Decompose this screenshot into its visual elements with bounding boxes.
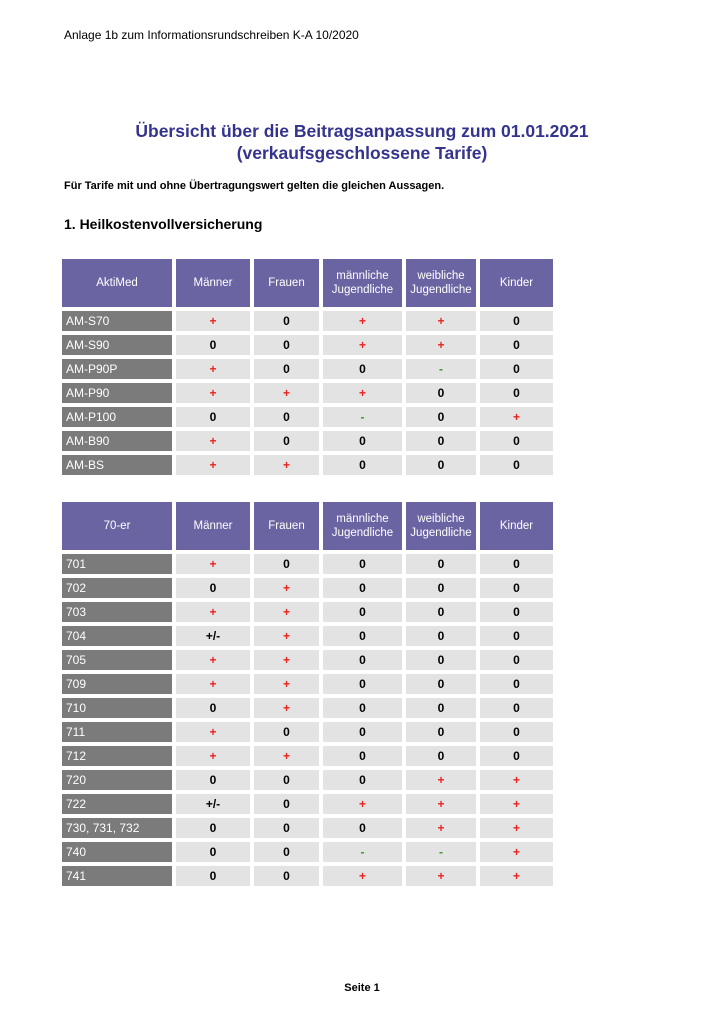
value-cell-maennliche-jugendliche: 0 <box>323 431 402 451</box>
value-cell-maennliche-jugendliche: 0 <box>323 554 402 574</box>
value-cell-kinder: + <box>480 794 553 814</box>
table-row <box>62 554 553 574</box>
header-tariff: AktiMed <box>62 259 172 307</box>
value-cell-maenner: + <box>176 722 250 742</box>
value-cell-maenner: 0 <box>176 818 250 838</box>
value-cell-weibliche-jugendliche: - <box>406 359 476 379</box>
tariff-name-cell: 703 <box>62 602 172 622</box>
table-header-row <box>62 259 553 307</box>
header-maennliche-jugendliche: männliche Jugendliche <box>323 259 402 307</box>
transfer-value-note: Für Tarife mit und ohne Übertragungswert gelten die gleichen Aussagen. <box>64 180 445 192</box>
value-cell-maenner: + <box>176 311 250 331</box>
title-line-1: Übersicht über die Beitragsanpassung zum 01.01.2021 <box>135 121 589 141</box>
tariff-name-cell: AM-BS <box>62 455 172 475</box>
value-cell-kinder: 0 <box>480 335 553 355</box>
value-cell-frauen: 0 <box>254 554 319 574</box>
table-row <box>62 578 553 598</box>
tariff-name-cell: 709 <box>62 674 172 694</box>
value-cell-maennliche-jugendliche: 0 <box>323 455 402 475</box>
value-cell-frauen: + <box>254 578 319 598</box>
value-cell-kinder: 0 <box>480 455 553 475</box>
table-row <box>62 383 553 403</box>
value-cell-maenner: 0 <box>176 842 250 862</box>
value-cell-maennliche-jugendliche: 0 <box>323 698 402 718</box>
table-row <box>62 698 553 718</box>
header-frauen: Frauen <box>254 259 319 307</box>
value-cell-weibliche-jugendliche: 0 <box>406 650 476 670</box>
seventy-er-tariff-table <box>62 502 553 890</box>
value-cell-maennliche-jugendliche: 0 <box>323 359 402 379</box>
value-cell-maennliche-jugendliche: 0 <box>323 674 402 694</box>
table-row <box>62 359 553 379</box>
value-cell-kinder: 0 <box>480 602 553 622</box>
value-cell-kinder: + <box>480 866 553 886</box>
value-cell-kinder: 0 <box>480 578 553 598</box>
table-header-row <box>62 502 553 550</box>
value-cell-weibliche-jugendliche: + <box>406 770 476 790</box>
table-row <box>62 431 553 451</box>
table-row <box>62 455 553 475</box>
value-cell-maenner: + <box>176 554 250 574</box>
table-row <box>62 674 553 694</box>
value-cell-kinder: + <box>480 818 553 838</box>
tariff-name-cell: 711 <box>62 722 172 742</box>
value-cell-maenner: +/- <box>176 794 250 814</box>
value-cell-frauen: + <box>254 455 319 475</box>
value-cell-frauen: 0 <box>254 818 319 838</box>
tariff-name-cell: 740 <box>62 842 172 862</box>
value-cell-kinder: 0 <box>480 626 553 646</box>
value-cell-maennliche-jugendliche: 0 <box>323 770 402 790</box>
value-cell-maenner: + <box>176 455 250 475</box>
tariff-name-cell: AM-B90 <box>62 431 172 451</box>
header-weibliche-jugendliche: weibliche Jugendliche <box>406 259 476 307</box>
value-cell-kinder: 0 <box>480 650 553 670</box>
value-cell-kinder: 0 <box>480 554 553 574</box>
value-cell-maennliche-jugendliche: 0 <box>323 746 402 766</box>
value-cell-frauen: 0 <box>254 794 319 814</box>
page-title <box>0 120 724 164</box>
aktimed-tariff-table <box>62 259 553 479</box>
value-cell-maennliche-jugendliche: 0 <box>323 626 402 646</box>
value-cell-maenner: 0 <box>176 578 250 598</box>
table-row <box>62 602 553 622</box>
header-maenner: Männer <box>176 502 250 550</box>
value-cell-weibliche-jugendliche: + <box>406 866 476 886</box>
value-cell-frauen: + <box>254 698 319 718</box>
value-cell-weibliche-jugendliche: 0 <box>406 674 476 694</box>
value-cell-maennliche-jugendliche: + <box>323 794 402 814</box>
value-cell-weibliche-jugendliche: 0 <box>406 626 476 646</box>
value-cell-frauen: 0 <box>254 359 319 379</box>
tariff-name-cell: 712 <box>62 746 172 766</box>
value-cell-weibliche-jugendliche: 0 <box>406 746 476 766</box>
value-cell-frauen: 0 <box>254 722 319 742</box>
value-cell-maenner: + <box>176 431 250 451</box>
table-row <box>62 818 553 838</box>
tariff-name-cell: 741 <box>62 866 172 886</box>
tariff-name-cell: AM-S70 <box>62 311 172 331</box>
value-cell-kinder: 0 <box>480 746 553 766</box>
value-cell-maenner: 0 <box>176 770 250 790</box>
value-cell-frauen: 0 <box>254 335 319 355</box>
value-cell-maenner: +/- <box>176 626 250 646</box>
table-row <box>62 650 553 670</box>
value-cell-maenner: 0 <box>176 407 250 427</box>
value-cell-frauen: 0 <box>254 407 319 427</box>
value-cell-maenner: 0 <box>176 335 250 355</box>
header-weibliche-jugendliche: weibliche Jugendliche <box>406 502 476 550</box>
value-cell-frauen: 0 <box>254 770 319 790</box>
tariff-name-cell: 710 <box>62 698 172 718</box>
value-cell-kinder: 0 <box>480 311 553 331</box>
value-cell-maennliche-jugendliche: 0 <box>323 578 402 598</box>
value-cell-frauen: + <box>254 746 319 766</box>
value-cell-maenner: + <box>176 674 250 694</box>
table-row <box>62 407 553 427</box>
value-cell-kinder: + <box>480 407 553 427</box>
value-cell-weibliche-jugendliche: 0 <box>406 455 476 475</box>
value-cell-frauen: + <box>254 383 319 403</box>
value-cell-maenner: + <box>176 746 250 766</box>
value-cell-kinder: 0 <box>480 431 553 451</box>
value-cell-weibliche-jugendliche: 0 <box>406 722 476 742</box>
table-row <box>62 770 553 790</box>
title-line-2: (verkaufsgeschlossene Tarife) <box>236 143 488 163</box>
value-cell-maennliche-jugendliche: - <box>323 842 402 862</box>
value-cell-weibliche-jugendliche: 0 <box>406 602 476 622</box>
table-row <box>62 626 553 646</box>
table-row <box>62 842 553 862</box>
value-cell-weibliche-jugendliche: 0 <box>406 383 476 403</box>
tariff-name-cell: 705 <box>62 650 172 670</box>
value-cell-frauen: + <box>254 602 319 622</box>
table-row <box>62 794 553 814</box>
tariff-name-cell: 720 <box>62 770 172 790</box>
value-cell-weibliche-jugendliche: 0 <box>406 578 476 598</box>
value-cell-maenner: + <box>176 602 250 622</box>
value-cell-weibliche-jugendliche: 0 <box>406 698 476 718</box>
value-cell-maennliche-jugendliche: + <box>323 311 402 331</box>
document-header-note: Anlage 1b zum Informationsrundschreiben K-A 10/2020 <box>64 28 359 42</box>
tariff-name-cell: 704 <box>62 626 172 646</box>
value-cell-frauen: 0 <box>254 431 319 451</box>
tariff-name-cell: 701 <box>62 554 172 574</box>
value-cell-maenner: + <box>176 383 250 403</box>
value-cell-kinder: 0 <box>480 383 553 403</box>
value-cell-maennliche-jugendliche: 0 <box>323 818 402 838</box>
header-tariff: 70-er <box>62 502 172 550</box>
table-row <box>62 746 553 766</box>
value-cell-maennliche-jugendliche: + <box>323 383 402 403</box>
value-cell-kinder: 0 <box>480 674 553 694</box>
value-cell-maennliche-jugendliche: 0 <box>323 650 402 670</box>
table-row <box>62 335 553 355</box>
header-maenner: Männer <box>176 259 250 307</box>
value-cell-maennliche-jugendliche: 0 <box>323 722 402 742</box>
value-cell-maennliche-jugendliche: 0 <box>323 602 402 622</box>
value-cell-maenner: 0 <box>176 698 250 718</box>
value-cell-maenner: + <box>176 359 250 379</box>
value-cell-weibliche-jugendliche: - <box>406 842 476 862</box>
value-cell-frauen: 0 <box>254 311 319 331</box>
value-cell-weibliche-jugendliche: + <box>406 335 476 355</box>
value-cell-frauen: 0 <box>254 842 319 862</box>
value-cell-kinder: 0 <box>480 722 553 742</box>
value-cell-frauen: 0 <box>254 866 319 886</box>
tariff-name-cell: 722 <box>62 794 172 814</box>
table-row <box>62 722 553 742</box>
value-cell-kinder: + <box>480 842 553 862</box>
table-row <box>62 866 553 886</box>
header-kinder: Kinder <box>480 502 553 550</box>
header-maennliche-jugendliche: männliche Jugendliche <box>323 502 402 550</box>
value-cell-maenner: 0 <box>176 866 250 886</box>
value-cell-kinder: + <box>480 770 553 790</box>
value-cell-kinder: 0 <box>480 359 553 379</box>
table-row <box>62 311 553 331</box>
section-heading: 1. Heilkostenvollversicherung <box>64 216 263 232</box>
header-kinder: Kinder <box>480 259 553 307</box>
tariff-name-cell: AM-P90P <box>62 359 172 379</box>
tariff-name-cell: AM-P100 <box>62 407 172 427</box>
header-frauen: Frauen <box>254 502 319 550</box>
value-cell-weibliche-jugendliche: 0 <box>406 407 476 427</box>
tariff-name-cell: 702 <box>62 578 172 598</box>
value-cell-frauen: + <box>254 674 319 694</box>
value-cell-weibliche-jugendliche: 0 <box>406 431 476 451</box>
tariff-name-cell: AM-P90 <box>62 383 172 403</box>
value-cell-maennliche-jugendliche: + <box>323 335 402 355</box>
page-number: Seite 1 <box>344 982 380 994</box>
value-cell-maennliche-jugendliche: - <box>323 407 402 427</box>
value-cell-frauen: + <box>254 626 319 646</box>
tariff-name-cell: AM-S90 <box>62 335 172 355</box>
value-cell-weibliche-jugendliche: 0 <box>406 554 476 574</box>
value-cell-weibliche-jugendliche: + <box>406 818 476 838</box>
value-cell-maennliche-jugendliche: + <box>323 866 402 886</box>
tariff-name-cell: 730, 731, 732 <box>62 818 172 838</box>
value-cell-maenner: + <box>176 650 250 670</box>
value-cell-weibliche-jugendliche: + <box>406 311 476 331</box>
value-cell-frauen: + <box>254 650 319 670</box>
value-cell-weibliche-jugendliche: + <box>406 794 476 814</box>
value-cell-kinder: 0 <box>480 698 553 718</box>
